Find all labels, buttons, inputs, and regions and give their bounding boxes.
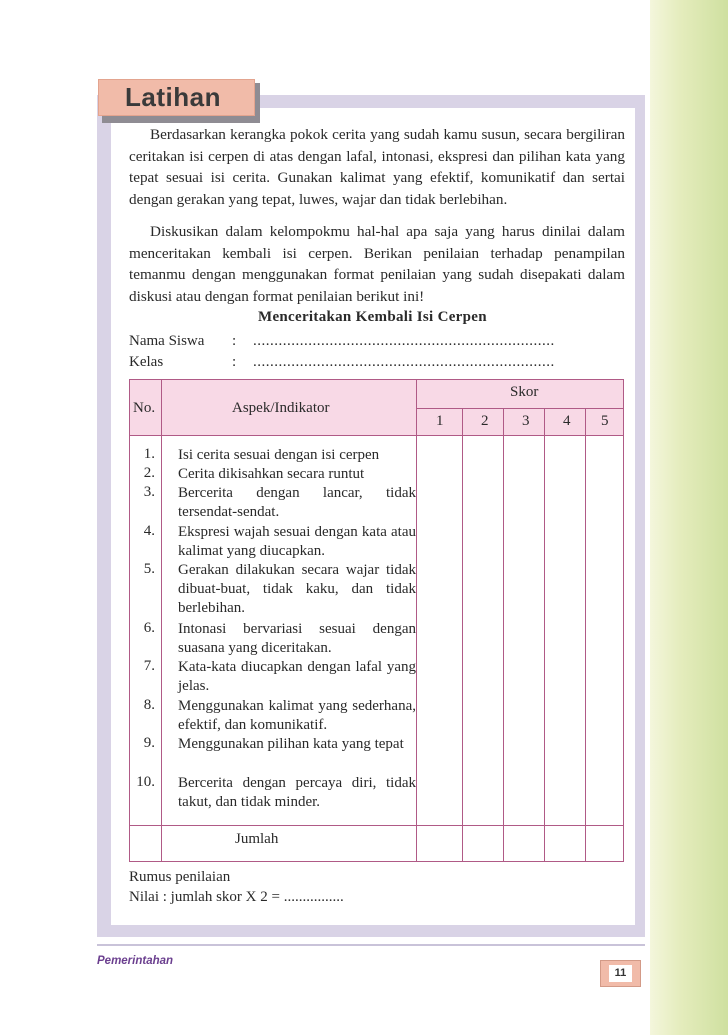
- field-value: .......................................................................: [253, 333, 555, 349]
- grid-line: [544, 408, 545, 862]
- grid-line: [585, 408, 586, 862]
- page-number-box: [600, 960, 641, 987]
- score-level-2: 2: [481, 413, 489, 429]
- row-number: 4.: [143, 523, 155, 539]
- instruction-paragraph-1: Berdasarkan kerangka pokok cerita yang sudah kamu susun, secara bergiliran ceritakan isi cerpen di atas dengan lafal, intonasi, ekspresi dan pilihan kata yang tepat sesuai isi cerita. Gunakan kalimat yang efektif, komunikatif dan sertai dengan gerakan yang tepat, luwes, wajar dan tidak berlebihan.: [129, 126, 625, 208]
- row-number: 6.: [143, 620, 155, 636]
- grid-line: [129, 825, 624, 826]
- header-score: Skor: [510, 384, 539, 400]
- row-number: 8.: [143, 697, 155, 713]
- grid-line: [129, 435, 624, 436]
- row-aspect: Bercerita dengan lancar, tidak tersendat-sendat.: [178, 485, 416, 521]
- row-aspect: Menggunakan pilihan kata yang tepat: [178, 736, 404, 752]
- field-label: Kelas: [129, 354, 164, 370]
- grid-line: [416, 379, 417, 862]
- row-number: 1.: [143, 446, 155, 462]
- field-value: .......................................................................: [253, 354, 555, 370]
- row-aspect: Ekspresi wajah sesuai dengan kata atau kalimat yang diucapkan.: [178, 524, 416, 560]
- row-number: 3.: [143, 484, 155, 500]
- row-aspect: Cerita dikisahkan secara runtut: [178, 466, 365, 482]
- footer-divider: [97, 944, 645, 946]
- row-aspect: Gerakan dilakukan secara wajar tidak dibuat-buat, tidak kaku, dan tidak berlebihan.: [178, 562, 416, 617]
- field-label: Nama Siswa: [129, 333, 205, 349]
- grid-line: [161, 379, 162, 862]
- score-level-1: 1: [436, 413, 444, 429]
- section-title: Latihan: [125, 82, 221, 112]
- row-aspect: Bercerita dengan percaya diri, tidak takut, dan tidak minder.: [178, 775, 416, 811]
- grid-line: [416, 408, 624, 409]
- book-section-label: Pemerintahan: [97, 955, 174, 967]
- formula-text: Nilai : jumlah skor X 2 = ................: [129, 889, 344, 905]
- header-no: No.: [133, 400, 156, 416]
- side-decoration-strip: [650, 0, 728, 1035]
- row-number: 10.: [136, 774, 155, 790]
- field-colon: :: [232, 354, 237, 370]
- instruction-paragraph-2: Diskusikan dalam kelompokmu hal-hal apa saja yang harus dinilai dalam menceritakan kembali isi cerpen. Berikan penilaian terhadap penampilan temanmu dengan menggunakan format penilaian yang sudah disepakati dalam diskusi atau dengan format penilaian berikut ini!: [129, 223, 625, 305]
- row-aspect: Menggunakan kalimat yang sederhana, efektif, dan komunikatif.: [178, 698, 416, 734]
- grid-line: [462, 408, 463, 862]
- section-tab: [98, 79, 255, 116]
- form-title: Menceritakan Kembali Isi Cerpen: [258, 309, 487, 325]
- header-aspect: Aspek/Indikator: [232, 400, 330, 416]
- formula-heading: Rumus penilaian: [129, 869, 231, 885]
- score-level-4: 4: [563, 413, 571, 429]
- row-number: 9.: [143, 735, 155, 751]
- row-aspect: Isi cerita sesuai dengan isi cerpen: [178, 447, 380, 463]
- total-label: Jumlah: [235, 831, 279, 847]
- row-number: 2.: [143, 465, 155, 481]
- page-number: 11: [609, 965, 632, 982]
- grid-line: [503, 408, 504, 862]
- row-aspect: Intonasi bervariasi sesuai dengan suasana yang diceritakan.: [178, 621, 416, 657]
- score-level-3: 3: [522, 413, 530, 429]
- row-aspect: Kata-kata diucapkan dengan lafal yang jelas.: [178, 659, 416, 695]
- row-number: 5.: [143, 561, 155, 577]
- field-colon: :: [232, 333, 237, 349]
- row-number: 7.: [143, 658, 155, 674]
- score-level-5: 5: [601, 413, 609, 429]
